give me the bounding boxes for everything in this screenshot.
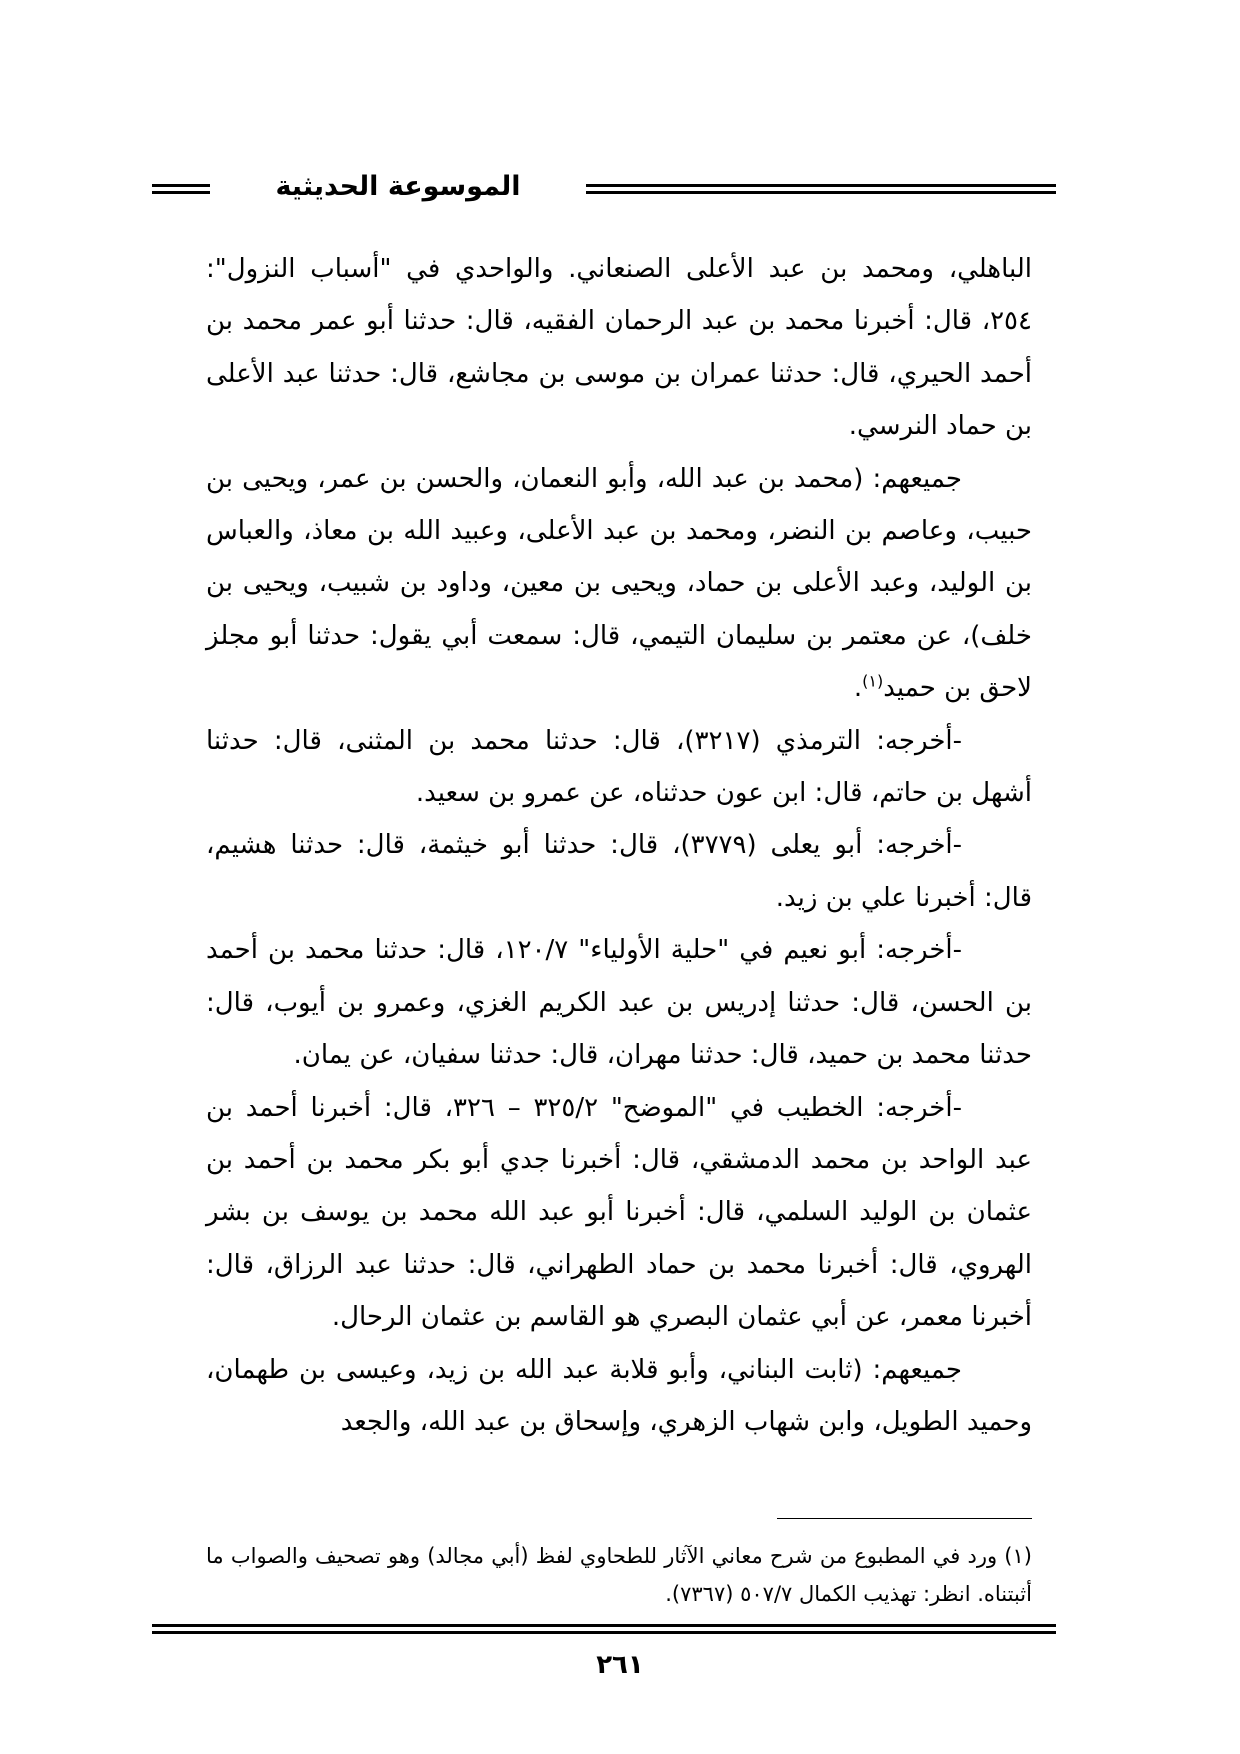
footer-rule [152,1624,1056,1634]
paragraph-5: -أخرجه: أبو نعيم في "حلية الأولياء" ١٢٠/٧، قال: حدثنا محمد بن أحمد بن الحسن، قال: حدثنا إدريس بن عبد الكريم الغزي، وعمرو بن أيوب، قال: حدثنا محمد بن حميد، قال: حدثنا مهران، قال: حدثنا سفيان، عن يمان. [206,935,1032,1071]
header-rule-left [152,184,210,194]
footnote-separator [777,1518,1032,1519]
running-header [152,170,1056,210]
paragraph-2-text: جميعهم: (محمد بن عبد الله، وأبو النعمان، والحسن بن عمر، ويحيى بن حبيب، وعاصم بن النضر، ومحمد بن عبد الأعلى، وعبيد الله بن معاذ، والعباس بن الوليد، وعبد الأعلى بن حماد، ويحيى بن معين، وداود بن شبيب، ويحيى بن خلف)، عن معتمر بن سليمان التيمي، قال: سمعت أبي يقول: حدثنا أبو مجلز لاحق بن حميد [206,463,1032,704]
paragraph-1: الباهلي، ومحمد بن عبد الأعلى الصنعاني. والواحدي في "أسباب النزول": ٢٥٤، قال: أخبرنا محمد بن عبد الرحمان الفقيه، قال: حدثنا أبو عمر محمد بن أحمد الحيري، قال: حدثنا عمران بن موسى بن مجاشع، قال: حدثنا عبد الأعلى بن حماد النرسي. [206,254,1032,442]
paragraph-6: -أخرجه: الخطيب في "الموضح" ٣٢٥/٢ – ٣٢٦، قال: أخبرنا أحمد بن عبد الواحد بن محمد الدمشقي، قال: أخبرنا جدي أبو بكر محمد بن أحمد بن عثمان بن الوليد السلمي، قال: أخبرنا أبو عبد الله محمد بن يوسف بن بشر الهروي، قال: أخبرنا محمد بن حماد الطهراني، قال: حدثنا عبد الرزاق، قال: أخبرنا معمر، عن أبي عثمان البصري هو القاسم بن عثمان الرحال. [206,1092,1032,1333]
paragraph-3: -أخرجه: الترمذي (٣٢١٧)، قال: حدثنا محمد بن المثنى، قال: حدثنا أشهل بن حاتم، قال: ابن عون حدثناه، عن عمرو بن سعيد. [206,725,1032,809]
header-rule-right [586,184,1056,194]
page-number: ٢٦١ [596,1650,644,1680]
main-text [206,243,1032,1448]
paragraph-2-tail: . [853,673,863,704]
header-title: الموسوعة الحديثية [275,171,521,202]
paragraph-7: جميعهم: (ثابت البناني، وأبو قلابة عبد الله بن زيد، وعيسى بن طهمان، وحميد الطويل، وابن شهاب الزهري، وإسحاق بن عبد الله، والجعد [206,1354,1032,1437]
footnote-text: (١) ورد في المطبوع من شرح معاني الآثار للطحاوي لفظ (أبي مجالد) وهو تصحيف والصواب ما أثبتناه. انظر: تهذيب الكمال ٥٠٧/٧ (٧٣٦٧). [206,1544,1032,1606]
paragraph-4: -أخرجه: أبو يعلى (٣٧٧٩)، قال: حدثنا أبو خيثمة، قال: حدثنا هشيم، قال: أخبرنا علي بن زيد. [206,830,1032,913]
footnote-mark: (١) [862,671,884,691]
paragraph-2 [206,453,1032,715]
footnote [206,1537,1032,1613]
